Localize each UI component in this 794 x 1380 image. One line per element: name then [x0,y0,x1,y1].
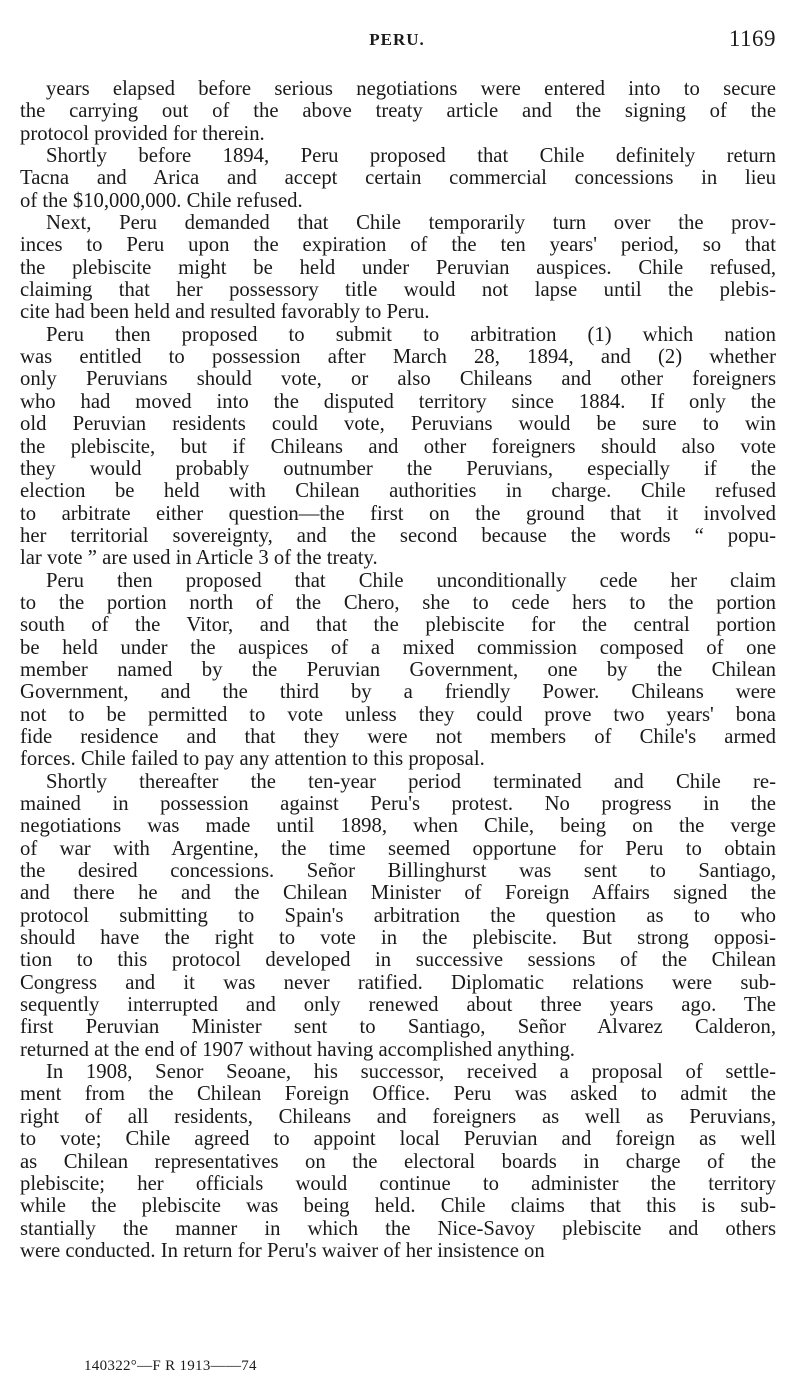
text-line: Shortly thereafter the ten-year period terminated and Chile re- [46,770,776,793]
text-line: cite had been held and resulted favorably to Peru. [20,301,430,324]
text-line: were conducted. In return for Peru's waiver of her insistence on [20,1239,545,1262]
paragraph [20,771,776,1061]
text-line: old Peruvian residents could vote, Peruvians would be sure to win [20,413,776,436]
text-line: south of the Vitor, and that the plebiscite for the central portion [20,614,776,637]
text-line: lar vote ” are used in Article 3 of the treaty. [20,547,378,570]
text-line: the plebiscite, but if Chileans and other foreigners should also vote [20,435,776,458]
text-line: returned at the end of 1907 without having accomplished anything. [20,1038,575,1061]
text-line: while the plebiscite was being held. Chile claims that this is sub- [20,1195,776,1218]
text-line: Congress and it was never ratified. Diplomatic relations were sub- [20,971,776,994]
running-title: PERU. [369,30,425,49]
page-number: 1169 [728,26,776,51]
text-line: fide residence and that they were not members of Chile's armed [20,725,776,748]
text-line: Tacna and Arica and accept certain commercial concessions in lieu [20,167,776,190]
text-line: tion to this protocol developed in successive sessions of the Chilean [20,949,776,972]
text-line: Shortly before 1894, Peru proposed that Chile definitely return [46,145,776,168]
text-line: In 1908, Senor Seoane, his successor, received a proposal of settle- [46,1061,776,1084]
text-line: not to be permitted to vote unless they could prove two years' bona [20,703,776,726]
text-line: right of all residents, Chileans and foreigners as well as Peruvians, [20,1105,776,1128]
text-line: protocol provided for therein. [20,122,265,145]
running-head [0,26,794,54]
text-line: stantially the manner in which the Nice-Savoy plebiscite and others [20,1217,776,1240]
text-line: election be held with Chilean authorities in charge. Chile refused [20,480,776,503]
text-line: years elapsed before serious negotiations were entered into to secure [46,78,776,100]
text-line: protocol submitting to Spain's arbitration the question as to who [20,904,776,927]
text-line: the plebiscite might be held under Peruvian auspices. Chile refused, [20,256,776,279]
text-line: ment from the Chilean Foreign Office. Peru was asked to admit the [20,1083,776,1106]
text-line: forces. Chile failed to pay any attention to this proposal. [20,748,485,771]
paragraph [20,78,776,145]
text-line: Government, and the third by a friendly Power. Chileans were [20,681,776,704]
paragraph [20,212,776,324]
text-line: Peru then proposed to submit to arbitration (1) which nation [46,323,776,346]
text-line: should have the right to vote in the plebiscite. But strong opposi- [20,927,776,950]
text-line: the desired concessions. Señor Billinghurst was sent to Santiago, [20,860,776,883]
text-line: to arbitrate either question—the first on the ground that it involved [20,502,776,525]
text-line: member named by the Peruvian Government, one by the Chilean [20,658,776,681]
text-line: was entitled to possession after March 28, 1894, and (2) whether [20,346,776,369]
text-line: mained in possession against Peru's protest. No progress in the [20,793,776,815]
text-line: who had moved into the disputed territory since 1884. If only the [20,390,776,413]
text-line: only Peruvians should vote, or also Chileans and other foreigners [20,368,776,391]
text-line: of war with Argentine, the time seemed opportune for Peru to obtain [20,837,776,860]
text-line: inces to Peru upon the expiration of the ten years' period, so that [20,234,776,257]
text-line: Next, Peru demanded that Chile temporarily turn over the prov- [46,212,776,235]
body-text [20,78,776,1262]
text-line: Peru then proposed that Chile unconditionally cede her claim [46,569,776,592]
text-line: negotiations was made until 1898, when Chile, being on the verge [20,815,776,838]
text-line: be held under the auspices of a mixed commission composed of one [20,636,776,659]
text-line: sequently interrupted and only renewed about three years ago. The [20,994,776,1017]
text-line: claiming that her possessory title would not lapse until the plebis- [20,279,776,302]
text-line: they would probably outnumber the Peruvians, especially if the [20,457,776,480]
printer-imprint: 140322°—F R 1913——74 [84,1358,257,1374]
text-line: as Chilean representatives on the electoral boards in charge of the [20,1150,776,1173]
text-line: the carrying out of the above treaty article and the signing of the [20,100,776,123]
paragraph [20,324,776,570]
paragraph [20,145,776,212]
paragraph [20,1061,776,1262]
text-line: to vote; Chile agreed to appoint local Peruvian and foreign as well [20,1128,776,1151]
text-line: to the portion north of the Chero, she to cede hers to the portion [20,591,776,614]
text-line: of the $10,000,000. Chile refused. [20,189,303,212]
text-line: and there he and the Chilean Minister of Foreign Affairs signed the [20,882,776,905]
text-line: first Peruvian Minister sent to Santiago, Señor Alvarez Calderon, [20,1016,776,1039]
paragraph [20,570,776,771]
text-line: her territorial sovereignty, and the second because the words “ popu- [20,524,776,547]
text-line: plebiscite; her officials would continue to administer the territory [20,1172,776,1195]
